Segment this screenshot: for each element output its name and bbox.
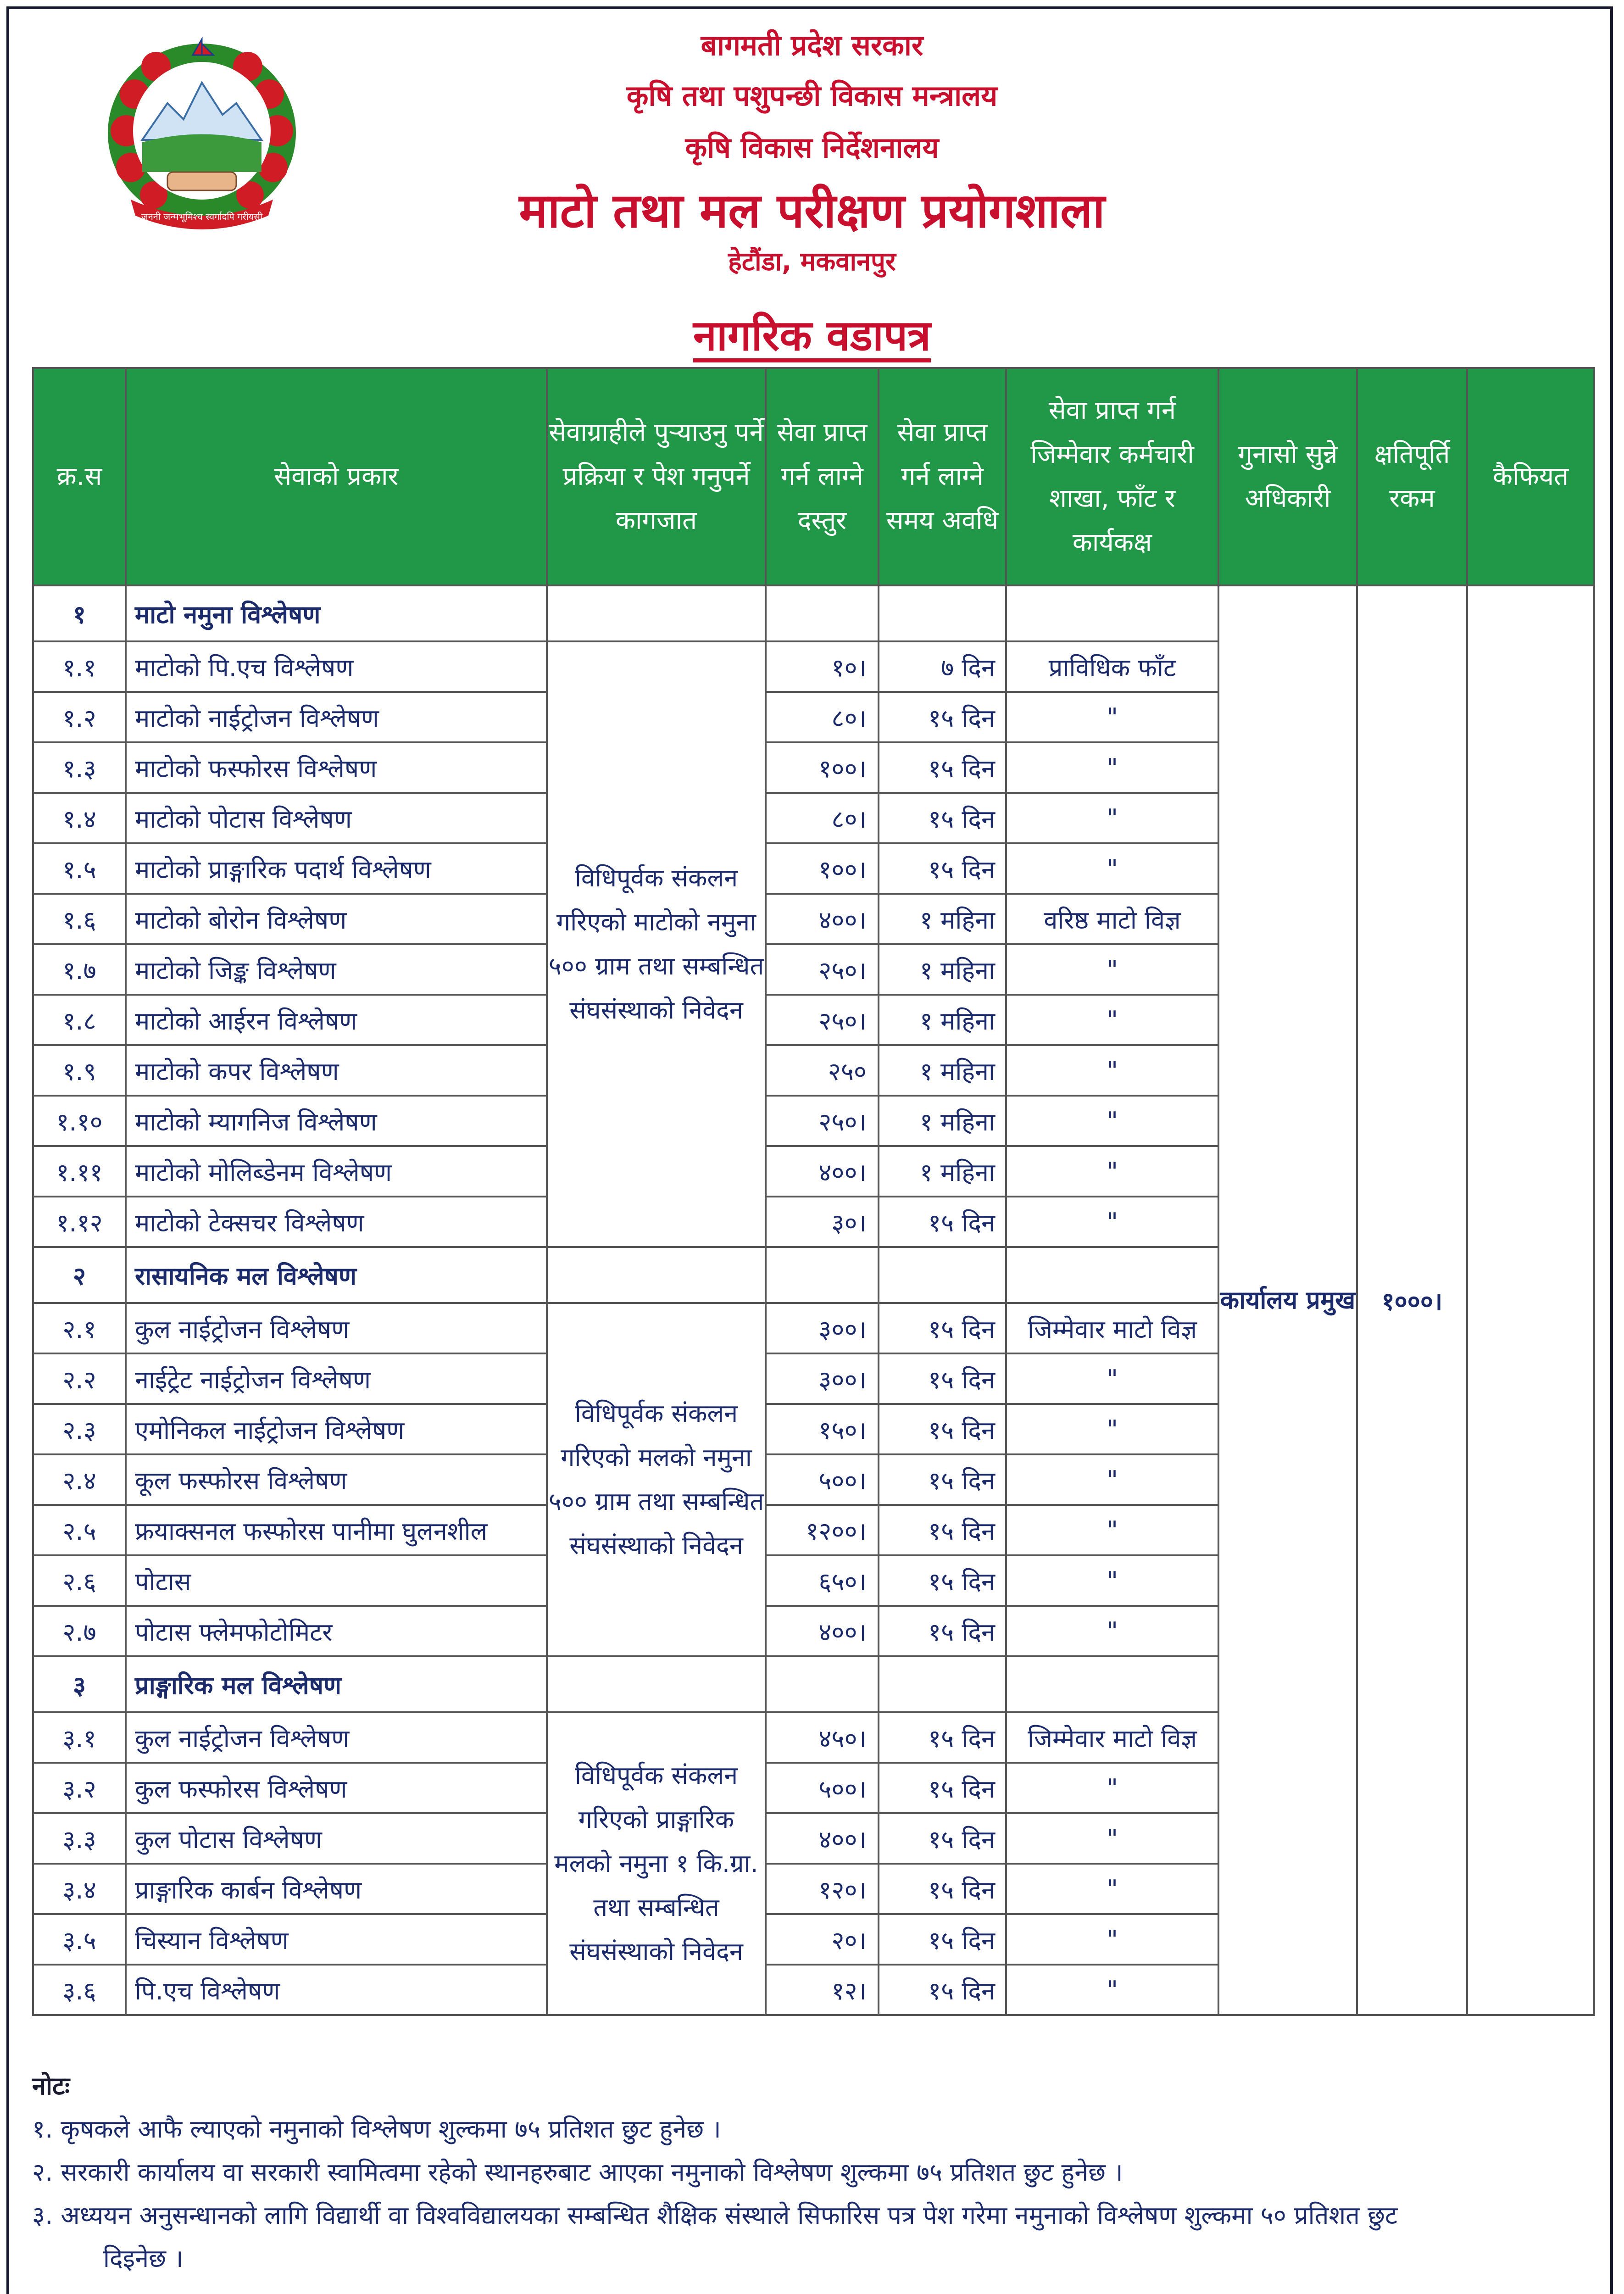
service-duration: १५ दिन [879,1712,1006,1763]
empty-cell [1006,1247,1218,1303]
service-name: पि.एच विश्लेषण [126,1965,547,2015]
responsible-section: " [1006,1505,1218,1555]
responsible-section: प्राविधिक फाँट [1006,641,1218,692]
row-number: २.६ [33,1555,126,1606]
responsible-section: " [1006,1555,1218,1606]
row-number: ३.१ [33,1712,126,1763]
service-duration: १ महिना [879,944,1006,995]
service-duration: १५ दिन [879,1303,1006,1353]
responsible-section: " [1006,1606,1218,1656]
service-fee: २५०। [766,995,879,1045]
header-province: बागमती प्रदेश सरकार [701,28,923,62]
col-header-grievance: गुनासो सुन्ने अधिकारी [1218,368,1357,585]
service-name: पोटास फ्लेमफोटोमिटर [126,1606,547,1656]
row-number: ३.४ [33,1864,126,1914]
row-number: १.९ [33,1045,126,1096]
responsible-section: " [1006,1813,1218,1864]
service-duration: १५ दिन [879,1813,1006,1864]
row-number: २.१ [33,1303,126,1353]
service-name: कुल पोटास विश्लेषण [126,1813,547,1864]
service-name: चिस्यान विश्लेषण [126,1914,547,1965]
responsible-section: " [1006,742,1218,793]
service-name: कूल फस्फोरस विश्लेषण [126,1454,547,1505]
service-fee: ३०। [766,1197,879,1247]
section-name: रासायनिक मल विश्लेषण [126,1247,547,1303]
row-number: १.१० [33,1096,126,1146]
document-title: नागरिक वडापत्र [693,311,931,360]
service-duration: १५ दिन [879,1763,1006,1813]
empty-cell [766,585,879,641]
remarks-cell [1467,585,1594,2015]
service-duration: १ महिना [879,1096,1006,1146]
row-number: १.१ [33,641,126,692]
responsible-section: " [1006,1864,1218,1914]
note-item-continuation: दिइनेछ । [103,2244,184,2273]
required-documents-cell: विधिपूर्वक संकलन गरिएको मलको नमुना ५०० ग्राम तथा सम्बन्धित संघसंस्थाको निवेदन [547,1303,766,1656]
responsible-section: " [1006,1197,1218,1247]
service-fee: १२। [766,1965,879,2015]
service-name: माटोको कपर विश्लेषण [126,1045,547,1096]
service-fee: २५०। [766,1096,879,1146]
service-duration: १५ दिन [879,1454,1006,1505]
note-item: १. कृषकले आफै ल्याएको नमुनाको विश्लेषण शुल्कमा ७५ प्रतिशत छुट हुनेछ । [32,2115,721,2144]
row-number: ३.३ [33,1813,126,1864]
row-number: २.७ [33,1606,126,1656]
responsible-section: " [1006,1146,1218,1197]
service-name: माटोको म्यागनिज विश्लेषण [126,1096,547,1146]
responsible-section: " [1006,1404,1218,1454]
service-fee: ४००। [766,1146,879,1197]
col-header-sn: क्र.स [33,368,126,585]
service-duration: १५ दिन [879,1914,1006,1965]
service-fee: ८०। [766,793,879,843]
responsible-section: " [1006,1914,1218,1965]
service-duration: १५ दिन [879,1965,1006,2015]
service-duration: १ महिना [879,995,1006,1045]
row-number: १.८ [33,995,126,1045]
citizen-charter-table [32,367,1595,2016]
service-name: कुल नाईट्रोजन विश्लेषण [126,1303,547,1353]
service-duration: १५ दिन [879,1404,1006,1454]
service-name: माटोको पोटास विश्लेषण [126,793,547,843]
empty-cell [766,1247,879,1303]
service-duration: ७ दिन [879,641,1006,692]
row-number: १.१२ [33,1197,126,1247]
section-number: ३ [33,1656,126,1712]
service-fee: ५००। [766,1454,879,1505]
service-duration: १५ दिन [879,692,1006,742]
row-number: ३.६ [33,1965,126,2015]
responsible-section: " [1006,692,1218,742]
row-number: १.११ [33,1146,126,1197]
grievance-officer-cell: कार्यालय प्रमुख [1218,585,1357,2015]
service-fee: २५०। [766,944,879,995]
service-name: कुल नाईट्रोजन विश्लेषण [126,1712,547,1763]
service-duration: १ महिना [879,1146,1006,1197]
service-duration: १५ दिन [879,843,1006,894]
responsible-section: वरिष्ठ माटो विज्ञ [1006,894,1218,944]
service-name: नाईट्रेट नाईट्रोजन विश्लेषण [126,1353,547,1404]
row-number: १.७ [33,944,126,995]
col-header-fee: सेवा प्राप्त गर्न लाग्ने दस्तुर [766,368,879,585]
service-name: माटोको मोलिब्डेनम विश्लेषण [126,1146,547,1197]
responsible-section: " [1006,1454,1218,1505]
responsible-section: " [1006,793,1218,843]
responsible-section: " [1006,1045,1218,1096]
service-fee: १५०। [766,1404,879,1454]
service-duration: १५ दिन [879,1353,1006,1404]
row-number: १.३ [33,742,126,793]
col-header-documents: सेवाग्राहीले पुर्‍याउनु पर्ने प्रक्रिया र पेश गनुपर्ने कागजात [547,368,766,585]
row-number: १.६ [33,894,126,944]
service-name: माटोको जिङ्क विश्लेषण [126,944,547,995]
required-documents-cell: विधिपूर्वक संकलन गरिएको माटोको नमुना ५०० ग्राम तथा सम्बन्धित संघसंस्थाको निवेदन [547,641,766,1247]
service-duration: १५ दिन [879,1197,1006,1247]
responsible-section: " [1006,1096,1218,1146]
service-fee: ४००। [766,894,879,944]
service-duration: १५ दिन [879,1606,1006,1656]
col-header-responsible: सेवा प्राप्त गर्न जिम्मेवार कर्मचारी शाखा, फाँट र कार्यकक्ष [1006,368,1218,585]
responsible-section: जिम्मेवार माटो विज्ञ [1006,1712,1218,1763]
service-fee: १००। [766,843,879,894]
service-duration: १५ दिन [879,1555,1006,1606]
emblem-motto: जननी जन्मभूमिश्च स्वर्गादपि गरीयसी [141,211,263,222]
row-number: १.५ [33,843,126,894]
responsible-section: " [1006,944,1218,995]
row-number: १.४ [33,793,126,843]
service-fee: ५००। [766,1763,879,1813]
header-ministry: कृषि तथा पशुपन्छी विकास मन्त्रालय [626,79,998,112]
service-fee: ६५०। [766,1555,879,1606]
service-duration: १ महिना [879,894,1006,944]
responsible-section: " [1006,843,1218,894]
section-row [33,585,1594,641]
service-fee: १०। [766,641,879,692]
table-header-row [33,368,1594,585]
row-number: २.२ [33,1353,126,1404]
service-name: कुल फस्फोरस विश्लेषण [126,1763,547,1813]
service-name: एमोनिकल नाईट्रोजन विश्लेषण [126,1404,547,1454]
section-name: माटो नमुना विश्लेषण [126,585,547,641]
service-fee: ८०। [766,692,879,742]
empty-cell [879,585,1006,641]
empty-cell [547,1656,766,1712]
service-name: पोटास [126,1555,547,1606]
service-fee: ४५०। [766,1712,879,1763]
service-duration: १५ दिन [879,793,1006,843]
service-duration: १५ दिन [879,1505,1006,1555]
service-name: माटोको पि.एच विश्लेषण [126,641,547,692]
service-fee: १२००। [766,1505,879,1555]
service-name: माटोको बोरोन विश्लेषण [126,894,547,944]
header-location: हेटौंडा, मकवानपुर [728,247,896,277]
service-fee: ३००। [766,1303,879,1353]
responsible-section: " [1006,1763,1218,1813]
service-fee: १००। [766,742,879,793]
empty-cell [547,585,766,641]
row-number: १.२ [33,692,126,742]
service-duration: १ महिना [879,1045,1006,1096]
service-name: प्राङ्गारिक कार्बन विश्लेषण [126,1864,547,1914]
row-number: ३.५ [33,1914,126,1965]
service-name: फ्रयाक्सनल फस्फोरस पानीमा घुलनशील [126,1505,547,1555]
required-documents-cell: विधिपूर्वक संकलन गरिएको प्राङ्गारिक मलको नमुना १ कि.ग्रा. तथा सम्बन्धित संघसंस्थाको निवेदन [547,1712,766,2015]
service-fee: ४००। [766,1813,879,1864]
col-header-service: सेवाको प्रकार [126,368,547,585]
empty-cell [766,1656,879,1712]
empty-cell [547,1247,766,1303]
empty-cell [879,1656,1006,1712]
header-directorate: कृषि विकास निर्देशनालय [685,131,939,164]
service-fee: १२०। [766,1864,879,1914]
col-header-compensation: क्षतिपूर्ति रकम [1357,368,1467,585]
empty-cell [879,1247,1006,1303]
service-name: माटोको टेक्सचर विश्लेषण [126,1197,547,1247]
page-title: माटो तथा मल परीक्षण प्रयोगशाला [519,183,1105,239]
notes-block [32,2065,1592,2280]
row-number: २.४ [33,1454,126,1505]
service-duration: १५ दिन [879,742,1006,793]
service-fee: ४००। [766,1606,879,1656]
responsible-section: जिम्मेवार माटो विज्ञ [1006,1303,1218,1353]
service-name: माटोको आईरन विश्लेषण [126,995,547,1045]
row-number: ३.२ [33,1763,126,1813]
service-fee: ३००। [766,1353,879,1404]
service-name: माटोको नाईट्रोजन विश्लेषण [126,692,547,742]
responsible-section: " [1006,1353,1218,1404]
note-item: ३. अध्ययन अनुसन्धानको लागि विद्यार्थी वा विश्वविद्यालयका सम्बन्धित शैक्षिक संस्थाले सिफारिस पत्र पेश गरेमा नमुनाको विश्लेषण शुल्कमा ५० प्रतिशत छुट [32,2201,1398,2230]
note-item: २. सरकारी कार्यालय वा सरकारी स्वामित्वमा रहेको स्थानहरुबाट आएका नमुनाको विश्लेषण शुल्कमा ७५ प्रतिशत छुट हुनेछ । [32,2158,1123,2187]
responsible-section: " [1006,995,1218,1045]
notes-heading: नोटः [32,2071,70,2100]
empty-cell [1006,585,1218,641]
section-name: प्राङ्गारिक मल विश्लेषण [126,1656,547,1712]
section-number: १ [33,585,126,641]
service-name: माटोको फस्फोरस विश्लेषण [126,742,547,793]
row-number: २.३ [33,1404,126,1454]
service-fee: २०। [766,1914,879,1965]
empty-cell [1006,1656,1218,1712]
col-header-remarks: कैफियत [1467,368,1594,585]
responsible-section: " [1006,1965,1218,2015]
compensation-cell: १०००। [1357,585,1467,2015]
section-number: २ [33,1247,126,1303]
row-number: २.५ [33,1505,126,1555]
service-duration: १५ दिन [879,1864,1006,1914]
service-fee: २५० [766,1045,879,1096]
col-header-time: सेवा प्राप्त गर्न लाग्ने समय अवधि [879,368,1006,585]
service-name: माटोको प्राङ्गारिक पदार्थ विश्लेषण [126,843,547,894]
